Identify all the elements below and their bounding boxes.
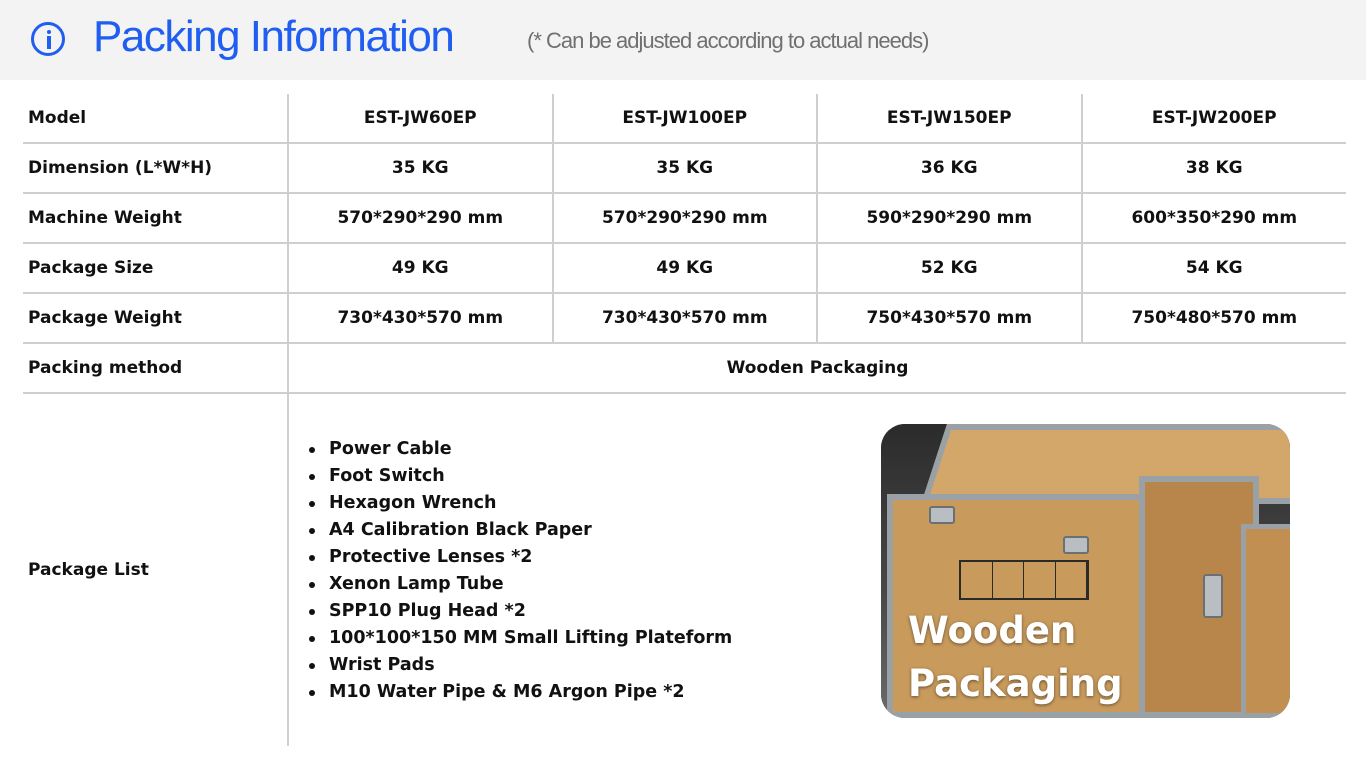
caption-line: Wooden <box>908 609 1077 652</box>
page-title: Packing Information <box>93 12 454 61</box>
list-item: Hexagon Wrench <box>329 490 732 517</box>
page-header <box>0 0 1366 80</box>
list-item: SPP10 Plug Head *2 <box>329 598 732 625</box>
table-cell: 49 KG <box>288 243 553 293</box>
list-item: 100*100*150 MM Small Lifting Plateform <box>329 625 732 652</box>
table-row <box>23 343 1346 393</box>
row-label: Dimension (L*W*H) <box>23 143 288 193</box>
table-row <box>23 143 1346 193</box>
list-item: Xenon Lamp Tube <box>329 571 732 598</box>
row-label: Model <box>23 94 288 143</box>
table-cell: 570*290*290 mm <box>288 193 553 243</box>
row-label: Packing method <box>23 343 288 393</box>
table-cell: 570*290*290 mm <box>553 193 818 243</box>
table-cell: 49 KG <box>553 243 818 293</box>
row-label: Package Size <box>23 243 288 293</box>
row-label: Machine Weight <box>23 193 288 243</box>
table-cell: 730*430*570 mm <box>288 293 553 343</box>
handle-icon <box>1203 574 1223 618</box>
second-crate <box>1241 524 1290 718</box>
table-row <box>23 193 1346 243</box>
package-list-row <box>23 393 1346 746</box>
table-header-row <box>23 94 1346 143</box>
handling-symbols <box>959 560 1089 600</box>
list-item: M10 Water Pipe & M6 Argon Pipe *2 <box>329 679 732 706</box>
table-cell: 590*290*290 mm <box>817 193 1082 243</box>
table-cell: 52 KG <box>817 243 1082 293</box>
table-cell: 750*430*570 mm <box>817 293 1082 343</box>
list-item: Foot Switch <box>329 463 732 490</box>
table-cell: 750*480*570 mm <box>1082 293 1347 343</box>
list-item: Power Cable <box>329 436 732 463</box>
model-cell: EST-JW200EP <box>1082 94 1347 143</box>
table-row <box>23 243 1346 293</box>
list-item: Wrist Pads <box>329 652 732 679</box>
table-cell: 36 KG <box>817 143 1082 193</box>
wooden-crate-photo <box>881 424 1290 718</box>
table-cell: 54 KG <box>1082 243 1347 293</box>
row-label: Package List <box>28 560 149 580</box>
table-cell: 35 KG <box>553 143 818 193</box>
table-cell: 35 KG <box>288 143 553 193</box>
model-cell: EST-JW60EP <box>288 94 553 143</box>
list-item: A4 Calibration Black Paper <box>329 517 732 544</box>
packing-method-cell: Wooden Packaging <box>288 343 1346 393</box>
package-list-cell <box>288 393 1346 746</box>
table-cell: 38 KG <box>1082 143 1347 193</box>
table-cell: 730*430*570 mm <box>553 293 818 343</box>
latch-icon <box>1063 536 1089 554</box>
page-subtitle: (* Can be adjusted according to actual needs) <box>527 28 929 53</box>
model-cell: EST-JW100EP <box>553 94 818 143</box>
latch-icon <box>929 506 955 524</box>
list-item: Protective Lenses *2 <box>329 544 732 571</box>
package-list <box>307 436 732 706</box>
packing-table <box>23 94 1346 746</box>
table-row <box>23 293 1346 343</box>
caption-line: Packaging <box>908 662 1123 705</box>
table-cell: 600*350*290 mm <box>1082 193 1347 243</box>
row-label: Package Weight <box>23 293 288 343</box>
model-cell: EST-JW150EP <box>817 94 1082 143</box>
photo-caption <box>908 604 1123 710</box>
info-circle-icon <box>31 22 65 56</box>
